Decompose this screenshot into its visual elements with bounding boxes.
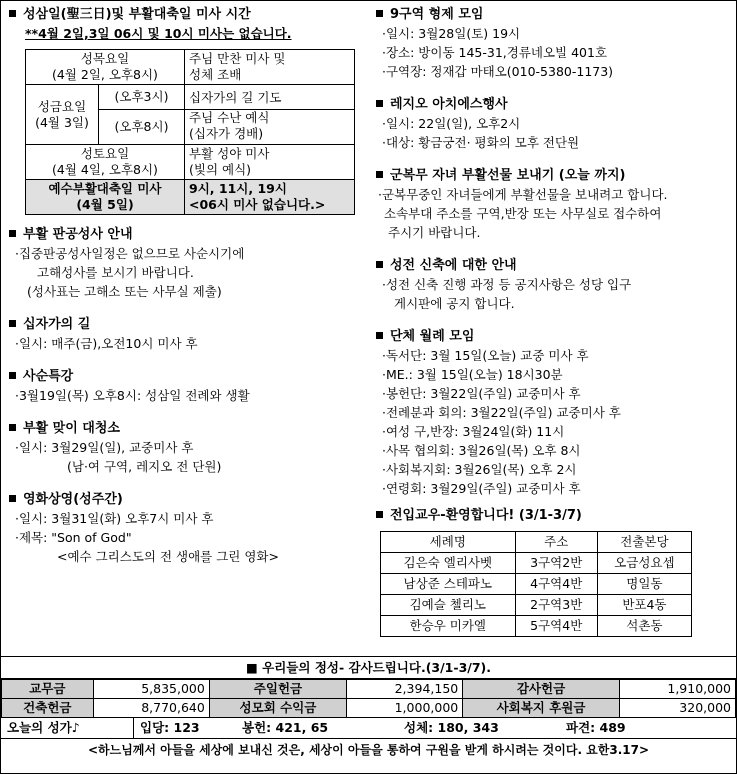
list-item: ·사회복지회: 3월26일(목) 오후 2시 — [382, 462, 577, 477]
text-line: ·일시: 22일(일), 오후2시 — [382, 116, 521, 131]
stations-section — [7, 315, 365, 353]
table-row — [2, 699, 736, 718]
bullet-square-icon — [376, 332, 383, 339]
group-meetings-section — [374, 327, 732, 498]
triduum-note: **4월 2일,3일 06시 및 10시 미사는 없습니다. — [25, 26, 292, 41]
mass-schedule-table — [25, 49, 355, 215]
offering-table — [1, 679, 736, 718]
table-cell: 성목요일 (4월 2일, 오후8시) — [26, 50, 185, 85]
offering-value: 5,835,000 — [93, 680, 209, 699]
movie-section — [7, 490, 365, 566]
table-cell: 3구역2반 — [515, 553, 597, 574]
text-line: ·집중판공성사일정은 없으므로 사순시기에 — [15, 246, 245, 261]
bullet-square-icon — [9, 495, 16, 502]
table-cell: 김예슬 첼리노 — [381, 595, 516, 616]
table-header-row — [381, 532, 692, 553]
table-row — [381, 553, 692, 574]
construction-section — [374, 256, 732, 313]
cleaning-section — [7, 419, 365, 476]
offering-value: 320,000 — [619, 699, 735, 718]
text-line: ·성전 신축 진행 과정 등 공지사항은 성당 입구 — [382, 277, 632, 292]
table-cell: 성토요일 (4월 4일, 오후8시) — [26, 145, 185, 180]
text-line: ·일시: 3월29일(일), 교중미사 후 — [15, 440, 194, 455]
table-cell: 오금성요셉 — [597, 553, 691, 574]
meeting-list — [374, 346, 732, 498]
table-row — [26, 85, 355, 145]
bullet-square-icon — [376, 100, 383, 107]
hymn-numbers — [1, 718, 736, 739]
section-heading: 십자가의 길 — [7, 315, 365, 334]
triduum-section — [7, 5, 365, 215]
lecture-section — [7, 367, 365, 405]
table-cell: 성금요일 (4월 3일) (오후3시) (오후8시) — [26, 85, 185, 145]
section-heading: 성전 신축에 대한 안내 — [374, 256, 732, 275]
table-cell: 김은숙 엘리사벳 — [381, 553, 516, 574]
offering-summary — [1, 656, 736, 761]
table-cell: 4구역4반 — [515, 574, 597, 595]
hymn-label: 오늘의 성가♪ — [1, 718, 134, 738]
table-cell: 주님 만찬 미사 및 성체 조배 — [185, 50, 355, 85]
list-item: ·독서단: 3월 15일(오늘) 교중 미사 후 — [382, 348, 589, 363]
text-line: 주시기 바랍니다. — [388, 225, 481, 240]
column-header: 전출본당 — [597, 532, 691, 553]
bullet-square-icon — [9, 320, 16, 327]
bullet-square-icon — [9, 424, 16, 431]
table-cell: 9시, 11시, 19시 <06시 미사 없습니다.> — [185, 180, 355, 215]
text-line: ·일시: 3월31일(화) 오후7시 미사 후 — [15, 511, 214, 526]
section-heading: 레지오 아치에스행사 — [374, 95, 732, 114]
military-gift-section — [374, 166, 732, 242]
table-row — [381, 574, 692, 595]
table-row — [2, 680, 736, 699]
bullet-square-icon — [376, 171, 383, 178]
table-cell: 예수부활대축일 미사 (4월 5일) — [26, 180, 185, 215]
offering-value: 2,394,150 — [347, 680, 463, 699]
table-row — [26, 180, 355, 215]
bullet-square-icon — [9, 372, 16, 379]
welcome-section — [374, 506, 732, 637]
section-heading: 전입교우-환영합니다! (3/1-3/7) — [374, 506, 732, 525]
table-cell: 남상준 스테파노 — [381, 574, 516, 595]
list-item: ·ME.: 3월 15일(오늘) 18시30분 — [382, 367, 563, 382]
text-line: 고해성사를 보시기 바랍니다. — [37, 265, 194, 280]
offering-label: 사회복지 후원금 — [463, 699, 620, 718]
bullet-square-icon — [376, 10, 383, 17]
welcome-table — [380, 531, 692, 637]
text-line: ·일시: 매주(금),오전10시 미사 후 — [15, 336, 198, 351]
table-row — [26, 145, 355, 180]
text-line: ·일시: 3월28일(토) 19시 — [382, 26, 521, 41]
section-heading: 단체 월례 모임 — [374, 327, 732, 346]
text-line: ·대상: 황금궁전· 평화의 모후 전단원 — [382, 135, 580, 150]
section-heading: 사순특강 — [7, 367, 365, 386]
bullet-square-icon — [376, 261, 383, 268]
text-line: ·구역장: 정재갑 마태오(010-5380-1173) — [382, 64, 614, 79]
text-line: ·3월19일(목) 오후8시: 성삼일 전례와 생활 — [15, 388, 250, 403]
offering-label: 주일헌금 — [209, 680, 346, 699]
right-column — [374, 5, 732, 651]
offering-label: 감사헌금 — [463, 680, 620, 699]
table-cell: 5구역4반 — [515, 616, 597, 637]
bullet-square-icon — [376, 511, 383, 518]
text-line: ·제목: "Son of God" — [15, 530, 132, 545]
table-cell: 2구역3반 — [515, 595, 597, 616]
left-column — [7, 5, 365, 580]
offering-label: 교무금 — [2, 680, 94, 699]
offering-value: 8,770,640 — [93, 699, 209, 718]
list-item: ·여성 구,반장: 3월24일(화) 11시 — [382, 424, 565, 439]
hymn-communion: 성체: 180, 343 — [404, 720, 499, 735]
text-line: 게시판에 공지 합니다. — [394, 296, 515, 311]
text-line: (남·여 구역, 레지오 전 단원) — [67, 459, 222, 474]
section-heading — [7, 5, 365, 24]
table-cell: 한승우 미카엘 — [381, 616, 516, 637]
hymn-entrance: 입당: 123 — [140, 720, 200, 735]
list-item: ·전례분과 회의: 3월22일(주일) 교중미사 후 — [382, 405, 621, 420]
table-cell: 석촌동 — [597, 616, 691, 637]
table-cell: 반포4동 — [597, 595, 691, 616]
list-item: ·연령회: 3월29일(주일) 교중미사 후 — [382, 481, 581, 496]
table-cell: 십자가의 길 기도 주님 수난 예식 (십자가 경배) — [185, 85, 355, 145]
confession-section — [7, 225, 365, 301]
triduum-title: 성삼일(聖三日)및 부활대축일 미사 시간 — [23, 7, 251, 22]
list-item: ·봉헌단: 3월22일(주일) 교중미사 후 — [382, 386, 581, 401]
section-heading: 군복무 자녀 부활선물 보내기 (오늘 까지) — [374, 166, 732, 185]
text-line: ·군복무중인 자녀들에게 부활선물을 보내려고 합니다. — [378, 187, 668, 202]
bullet-square-icon — [9, 230, 16, 237]
section-heading: 부활 판공성사 안내 — [7, 225, 365, 244]
section-heading: 영화상영(성주간) — [7, 490, 365, 509]
offering-value: 1,000,000 — [347, 699, 463, 718]
table-row — [381, 595, 692, 616]
offering-title: ■ 우리들의 정성- 감사드립니다.(3/1-3/7). — [1, 656, 736, 679]
list-item: ·사목 협의회: 3월26일(목) 오후 8시 — [382, 443, 581, 458]
table-row — [26, 50, 355, 85]
district-meeting-section — [374, 5, 732, 81]
text-line: <예수 그리스도의 전 생애를 그린 영화> — [57, 549, 279, 564]
section-heading: 부활 맞이 대청소 — [7, 419, 365, 438]
section-heading: 9구역 형제 모임 — [374, 5, 732, 24]
text-line: 소속부대 주소를 구역,반장 또는 사무실로 접수하여 — [384, 206, 662, 221]
offering-label: 건축헌금 — [2, 699, 94, 718]
offering-label: 성모회 수익금 — [209, 699, 346, 718]
bullet-square-icon — [9, 10, 16, 17]
hymn-offertory: 봉헌: 421, 65 — [242, 720, 329, 735]
column-header: 주소 — [515, 532, 597, 553]
table-cell: 명일동 — [597, 574, 691, 595]
hymn-recessional: 파견: 489 — [566, 720, 626, 735]
text-line: (성사표는 고해소 또는 사무실 제출) — [27, 284, 222, 299]
text-line: ·장소: 방이동 145-31,경류네오빌 401호 — [382, 45, 608, 60]
column-header: 세례명 — [381, 532, 516, 553]
bible-verse: <하느님께서 아들을 세상에 보내신 것은, 세상이 아들을 통하여 구원을 받게 하시려는 것이다. 요한3.17> — [87, 743, 650, 757]
table-row — [381, 616, 692, 637]
offering-value: 1,910,000 — [619, 680, 735, 699]
table-cell: 부활 성야 미사 (빛의 예식) — [185, 145, 355, 180]
legio-section — [374, 95, 732, 152]
